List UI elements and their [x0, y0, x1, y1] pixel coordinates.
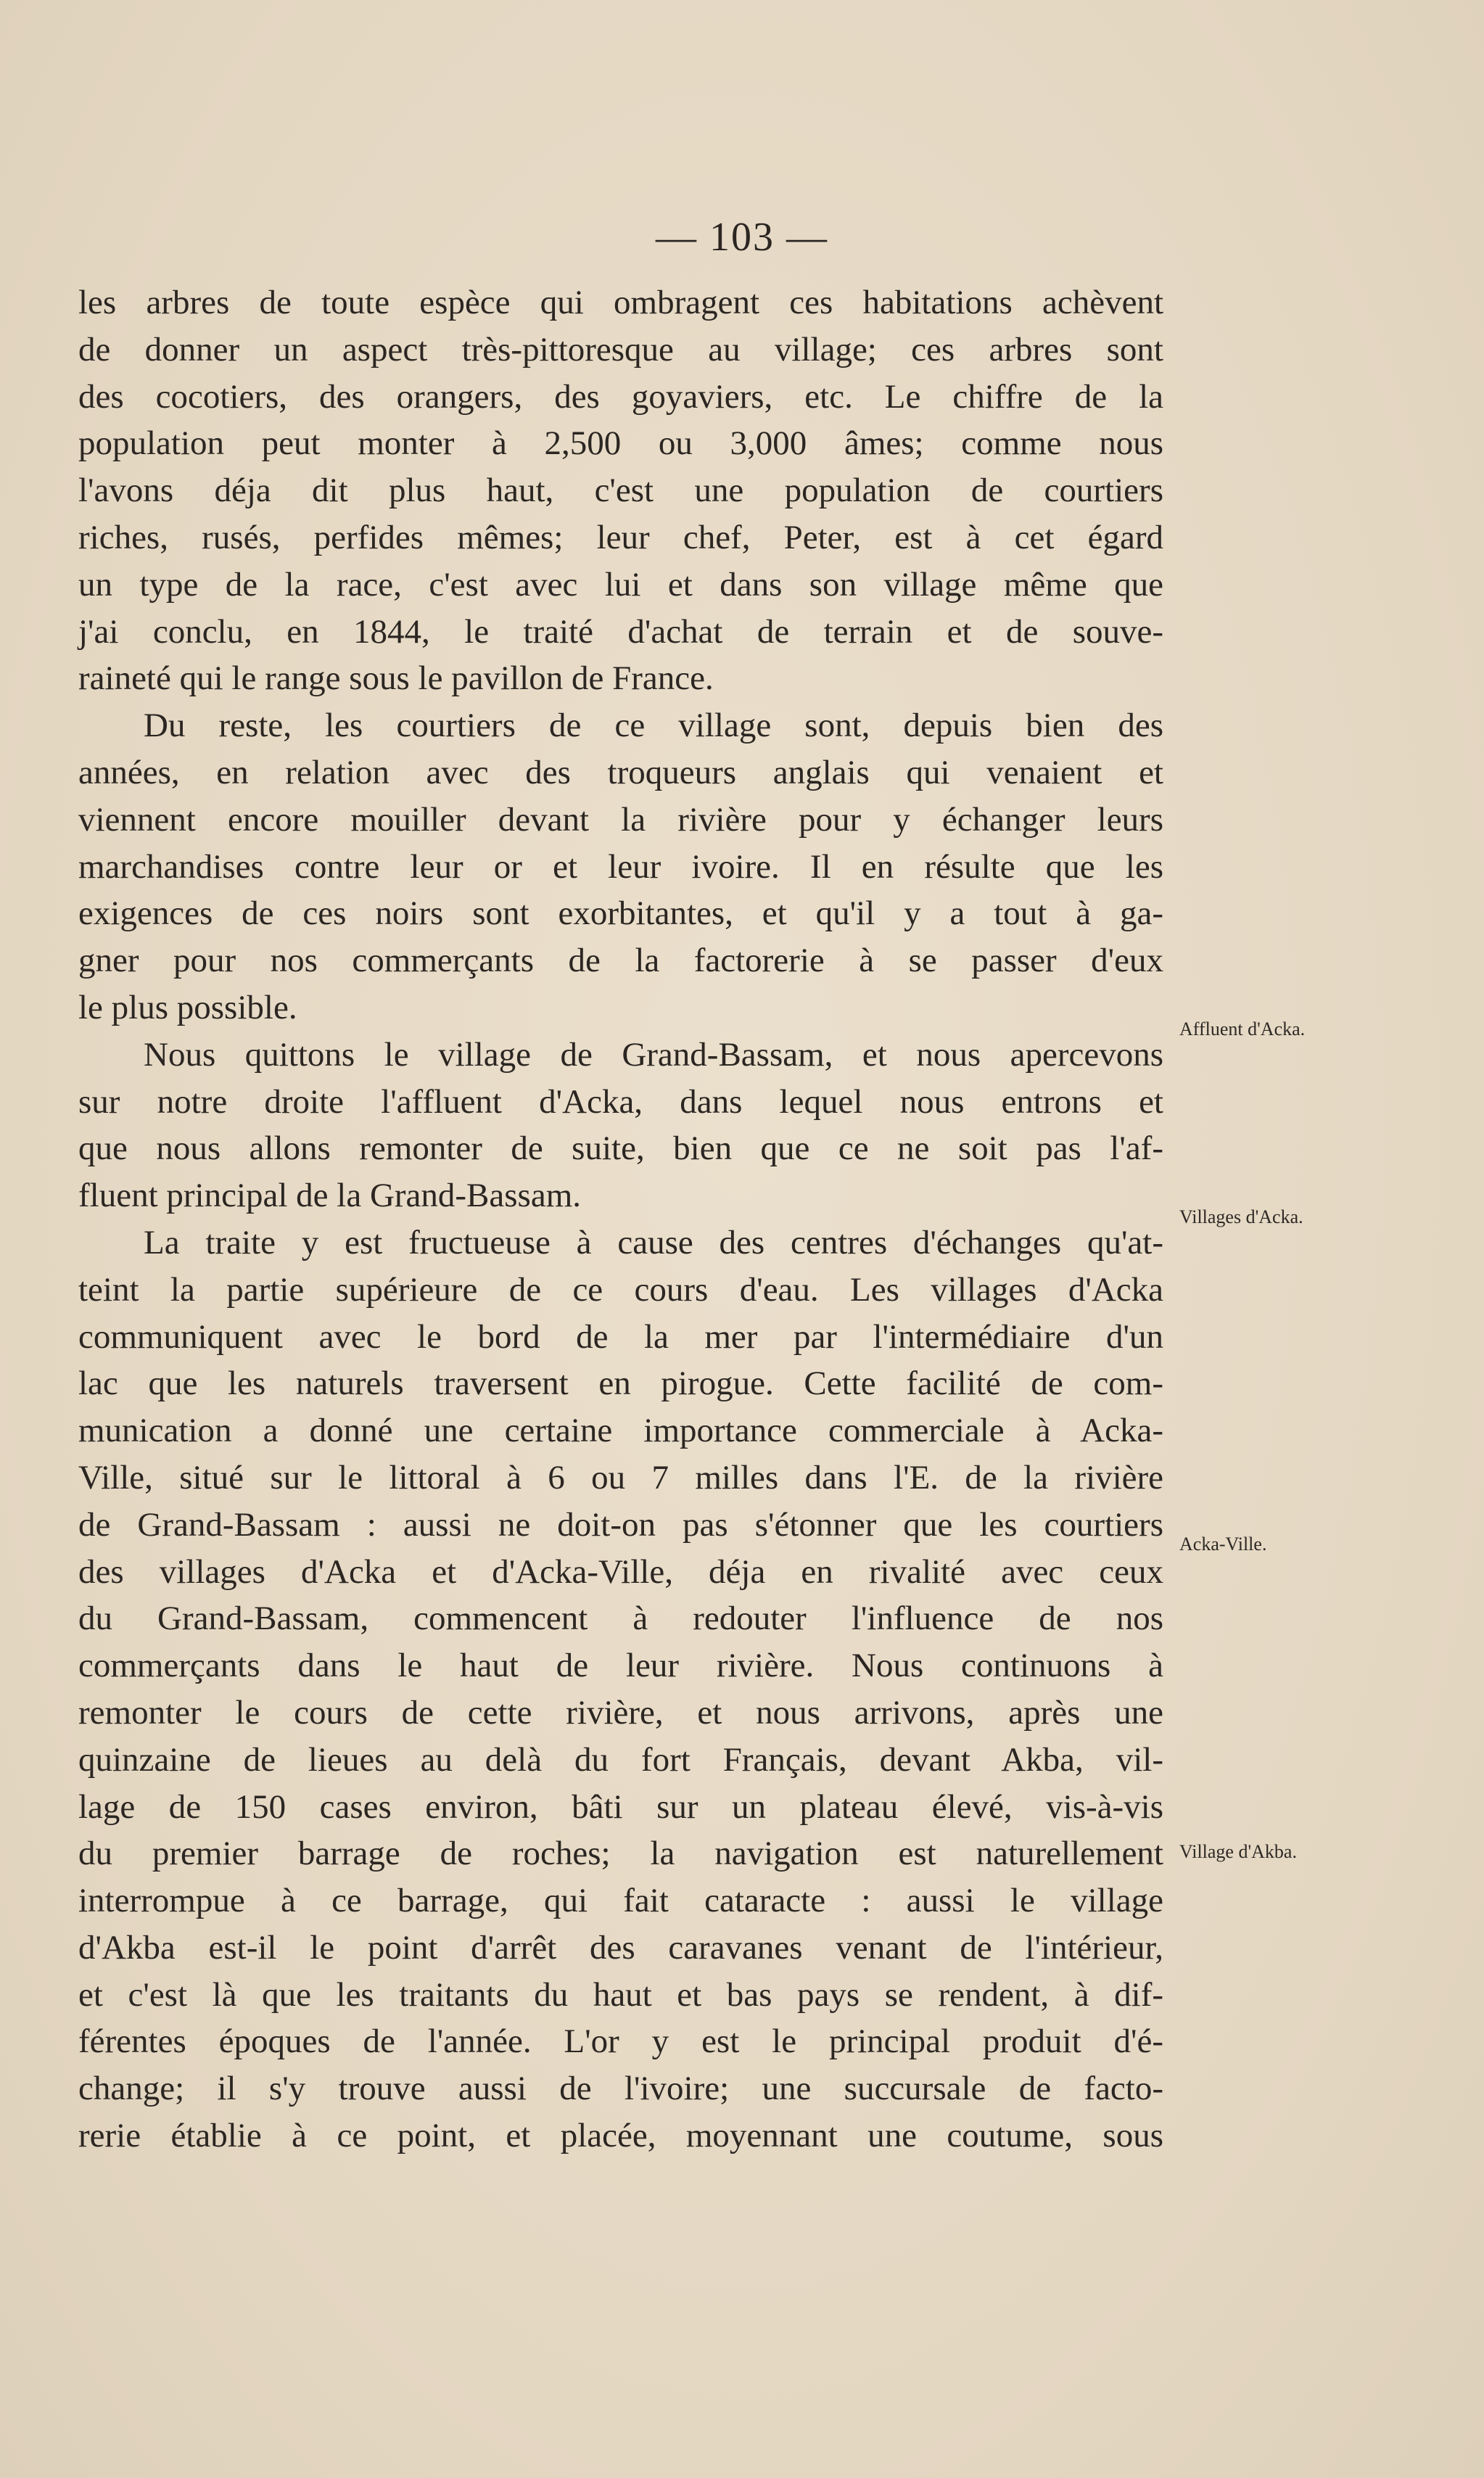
text-line: des cocotiers, des orangers, des goyaviers, etc. Le chiffre de la [78, 377, 1163, 416]
text-line: Du reste, les courtiers de ce village sont, depuis bien des [144, 707, 1163, 745]
text-line: des villages d'Acka et d'Acka-Ville, déja en rivalité avec ceux [78, 1552, 1163, 1591]
text-line: et c'est là que les traitants du haut et bas pays se rendent, à dif- [78, 1975, 1163, 2014]
text-line: un type de la race, c'est avec lui et dans son village même que [78, 565, 1163, 604]
text-line: raineté qui le range sous le pavillon de France. [78, 659, 714, 698]
text-line: viennent encore mouiller devant la rivière pour y échanger leurs [78, 800, 1163, 839]
text-line: communiquent avec le bord de la mer par l'intermédiaire d'un [78, 1317, 1163, 1356]
body-text [78, 279, 1163, 2160]
text-line: commerçants dans le haut de leur rivière. Nous continuons à [78, 1647, 1163, 1685]
text-line: riches, rusés, perfides mêmes; leur chef, Peter, est à cet égard [78, 518, 1163, 556]
text-line: exigences de ces noirs sont exorbitantes, et qu'il y a tout à ga- [78, 894, 1163, 933]
text-line: gner pour nos commerçants de la factorerie à se passer d'eux [78, 942, 1163, 980]
text-line: interrompue à ce barrage, qui fait cataracte : aussi le village [78, 1882, 1163, 1920]
text-line: du premier barrage de roches; la navigation est naturellement [78, 1835, 1163, 1873]
margin-note-affluent: Affluent d'Acka. [1179, 1018, 1306, 1040]
text-line: change; il s'y trouve aussi de l'ivoire; une succursale de facto- [78, 2070, 1163, 2108]
text-line: marchandises contre leur or et leur ivoire. Il en résulte que les [78, 847, 1163, 886]
text-line: Nous quittons le village de Grand-Bassam, et nous apercevons [144, 1035, 1163, 1074]
text-line: j'ai conclu, en 1844, le traité d'achat de terrain et de souve- [78, 612, 1163, 651]
text-line: La traite y est fructueuse à cause des centres d'échanges qu'at- [144, 1223, 1163, 1261]
margin-note-villages-acka: Villages d'Acka. [1179, 1206, 1303, 1227]
text-line: l'avons déja dit plus haut, c'est une population de courtiers [78, 472, 1163, 510]
text-line: Ville, situé sur le littoral à 6 ou 7 milles dans l'E. de la rivière [78, 1458, 1163, 1497]
text-line: le plus possible. [78, 988, 297, 1026]
text-line: munication a donné une certaine importance commerciale à Acka- [78, 1412, 1163, 1450]
text-line: férentes époques de l'année. L'or y est le principal produit d'é- [78, 2022, 1163, 2061]
text-line: population peut monter à 2,500 ou 3,000 âmes; comme nous [78, 424, 1163, 463]
text-line: remonter le cours de cette rivière, et nous arrivons, après une [78, 1693, 1163, 1732]
text-line: quinzaine de lieues au delà du fort Français, devant Akba, vil- [78, 1740, 1163, 1779]
text-line: lage de 150 cases environ, bâti sur un plateau élevé, vis-à-vis [78, 1787, 1163, 1826]
text-line: que nous allons remonter de suite, bien que ce ne soit pas l'af- [78, 1129, 1163, 1168]
text-line: lac que les naturels traversent en pirogue. Cette facilité de com- [78, 1364, 1163, 1403]
text-line: du Grand-Bassam, commencent à redouter l'influence de nos [78, 1600, 1163, 1638]
page-number: — 103 — [656, 215, 828, 260]
text-line: sur notre droite l'affluent d'Acka, dans lequel nous entrons et [78, 1082, 1163, 1121]
text-line: rerie établie à ce point, et placée, moyennant une coutume, sous [78, 2117, 1163, 2155]
text-line: les arbres de toute espèce qui ombragent ces habitations achèvent [78, 284, 1163, 321]
margin-note-village-akba: Village d'Akba. [1179, 1841, 1297, 1862]
text-line: d'Akba est-il le point d'arrêt des caravanes venant de l'intérieur, [78, 1928, 1163, 1967]
text-line: teint la partie supérieure de ce cours d'eau. Les villages d'Acka [78, 1270, 1163, 1309]
text-line: fluent principal de la Grand-Bassam. [78, 1177, 582, 1215]
text-line: années, en relation avec des troqueurs anglais qui venaient et [78, 753, 1163, 791]
text-line: de donner un aspect très-pittoresque au village; ces arbres sont [78, 330, 1163, 369]
text-line: de Grand-Bassam : aussi ne doit-on pas s'étonner que les courtiers [78, 1505, 1163, 1544]
margin-note-acka-ville: Acka-Ville. [1179, 1534, 1267, 1555]
